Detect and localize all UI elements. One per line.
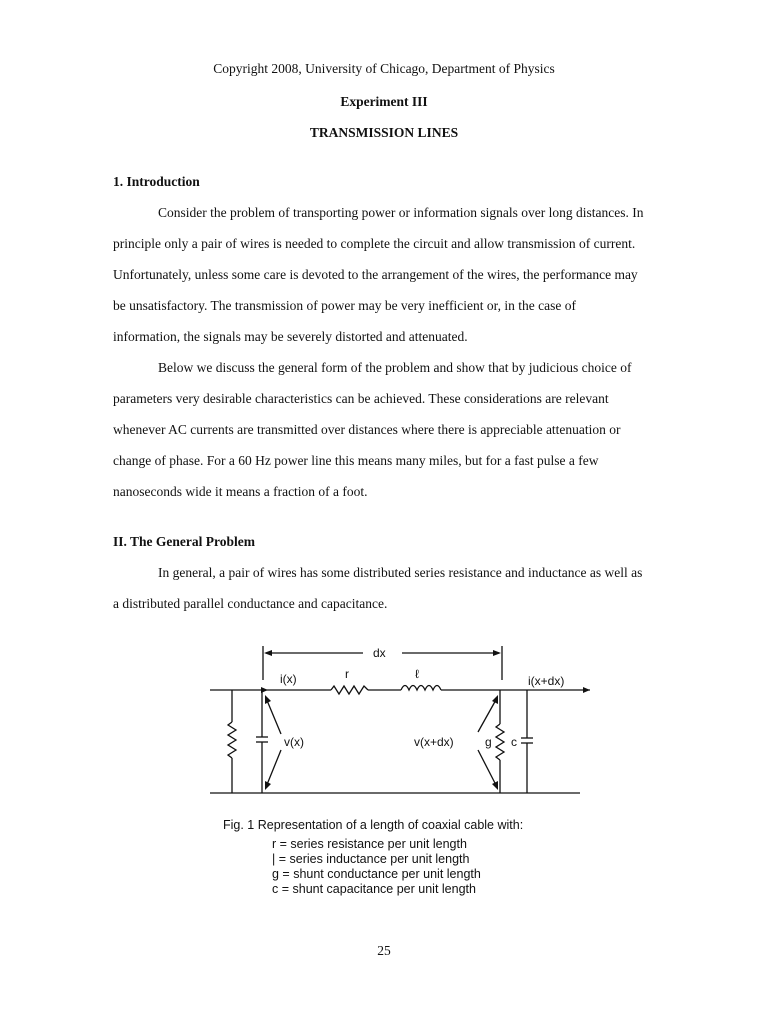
vx-arrow-down (266, 750, 281, 787)
dx-arrowhead-left (264, 650, 272, 656)
legend-item: g = shunt conductance per unit length (272, 867, 481, 881)
section-heading-introduction: 1. Introduction (113, 174, 200, 189)
experiment-label: Experiment III (340, 94, 428, 109)
text-line: nanoseconds wide it means a fraction of a foot. (113, 484, 368, 499)
vxdx-arrow-up (478, 698, 497, 732)
text-line: Unfortunately, unless some care is devoted to the arrangement of the wires, the performance may (113, 267, 638, 282)
label-ixdx: i(x+dx) (528, 674, 565, 688)
text-line: In general, a pair of wires has some distributed series resistance and inductance as well as (158, 565, 643, 580)
inductor-l (401, 686, 441, 691)
text-line: whenever AC currents are transmitted over distances where there is appreciable attenuation or (113, 422, 621, 437)
figure-legend (272, 837, 481, 897)
legend-item: c = shunt capacitance per unit length (272, 882, 476, 896)
label-c: c (511, 735, 517, 749)
copyright-line: Copyright 2008, University of Chicago, Department of Physics (213, 61, 555, 76)
text-line: Below we discuss the general form of the problem and show that by judicious choice of (158, 360, 632, 375)
text-line: parameters very desirable characteristics can be achieved. These considerations are relevant (113, 391, 609, 406)
label-vx: v(x) (284, 735, 304, 749)
left-shunt-resistor (228, 722, 236, 758)
text-line: Consider the problem of transporting power or information signals over long distances. In (158, 205, 644, 220)
circuit-diagram (200, 640, 600, 810)
ixdx-arrowhead (583, 687, 590, 693)
vxdx-arrow-down (478, 750, 497, 787)
page-title: TRANSMISSION LINES (309, 125, 459, 140)
text-line: change of phase. For a 60 Hz power line this means many miles, but for a fast pulse a few (113, 453, 599, 468)
text-line: information, the signals may be severely distorted and attenuated. (113, 329, 468, 344)
general-problem-paragraph (113, 557, 673, 619)
label-vxdx: v(x+dx) (414, 735, 454, 749)
text-line: principle only a pair of wires is needed to complete the circuit and allow transmission of current. (113, 236, 636, 251)
resistor-r (331, 686, 368, 694)
legend-item: | = series inductance per unit length (272, 852, 470, 866)
page-number: 25 (377, 943, 391, 958)
right-shunt-resistor-g (496, 724, 504, 760)
dx-arrowhead-right (493, 650, 501, 656)
text-line: a distributed parallel conductance and capacitance. (113, 596, 388, 611)
figure-caption: Fig. 1 Representation of a length of coaxial cable with: (223, 818, 524, 832)
label-r: r (345, 667, 349, 681)
intro-paragraph-2 (113, 352, 673, 507)
section-heading-general-problem: II. The General Problem (113, 534, 255, 549)
label-l: ℓ (415, 667, 419, 681)
text-line: be unsatisfactory. The transmission of power may be very inefficient or, in the case of (113, 298, 576, 313)
vx-arrow-up (266, 698, 281, 734)
label-g: g (485, 735, 492, 749)
intro-paragraph-1 (113, 197, 673, 352)
legend-item: r = series resistance per unit length (272, 837, 467, 851)
label-dx: dx (373, 646, 386, 660)
ix-arrowhead (261, 687, 268, 693)
label-ix: i(x) (280, 672, 297, 686)
